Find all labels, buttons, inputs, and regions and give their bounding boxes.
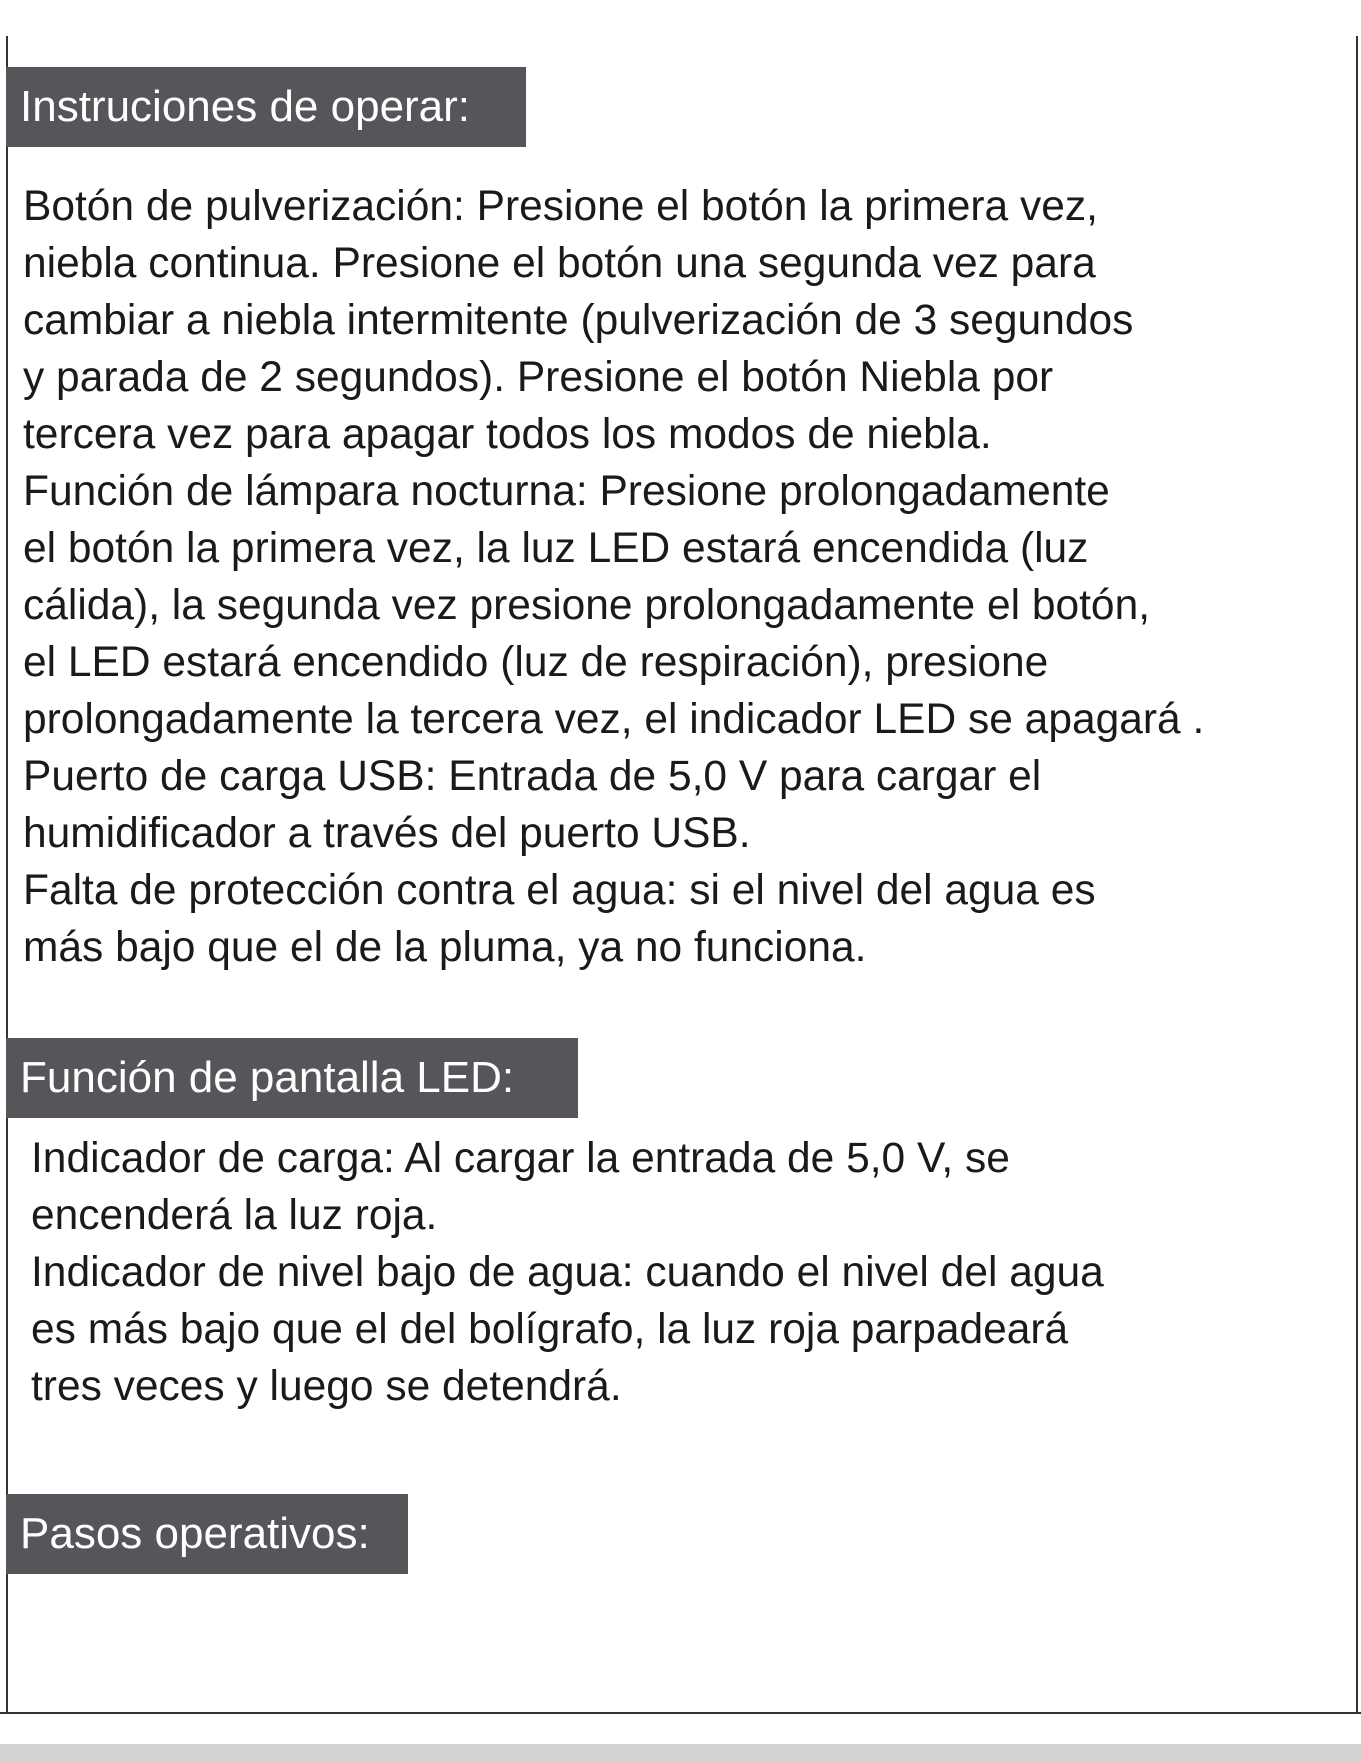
led-line: encenderá la luz roja. [31, 1192, 438, 1239]
instruction-line: el LED estará encendido (luz de respiración), presione [23, 639, 1049, 686]
instruction-line: y parada de 2 segundos). Presione el botón Niebla por [23, 354, 1054, 401]
instruction-line: más bajo que el de la pluma, ya no funciona. [23, 924, 867, 971]
footer-band [0, 1744, 1361, 1761]
led-line: Indicador de carga: Al cargar la entrada de 5,0 V, se [31, 1135, 1010, 1182]
instruction-line: el botón la primera vez, la luz LED estará encendida (luz [23, 525, 1089, 572]
instruction-line: humidificador a través del puerto USB. [23, 810, 751, 857]
led-display-body [31, 1130, 1104, 1415]
led-line: tres veces y luego se detendrá. [31, 1363, 622, 1410]
frame-left-border [6, 36, 8, 1712]
instruction-line: prolongadamente la tercera vez, el indicador LED se apagará . [23, 696, 1205, 743]
instruction-line: Falta de protección contra el agua: si el nivel del agua es [23, 867, 1096, 914]
frame-right-border [1356, 36, 1358, 1712]
frame-bottom-border [0, 1712, 1361, 1714]
instruction-line: Función de lámpara nocturna: Presione prolongadamente [23, 468, 1110, 515]
instruction-line: Botón de pulverización: Presione el botón la primera vez, [23, 183, 1098, 230]
operating-steps-heading: Pasos operativos: [6, 1494, 408, 1574]
instruction-line: niebla continua. Presione el botón una segunda vez para [23, 240, 1096, 287]
instruction-line: tercera vez para apagar todos los modos de niebla. [23, 411, 992, 458]
operating-instructions-body [23, 178, 1204, 976]
led-line: Indicador de nivel bajo de agua: cuando el nivel del agua [31, 1249, 1104, 1296]
led-line: es más bajo que el del bolígrafo, la luz roja parpadeará [31, 1306, 1069, 1353]
instruction-line: cambiar a niebla intermitente (pulverización de 3 segundos [23, 297, 1134, 344]
operating-instructions-heading: Instruciones de operar: [6, 67, 526, 147]
instruction-line: Puerto de carga USB: Entrada de 5,0 V para cargar el [23, 753, 1042, 800]
led-display-heading: Función de pantalla LED: [6, 1038, 578, 1118]
instruction-line: cálida), la segunda vez presione prolongadamente el botón, [23, 582, 1151, 629]
